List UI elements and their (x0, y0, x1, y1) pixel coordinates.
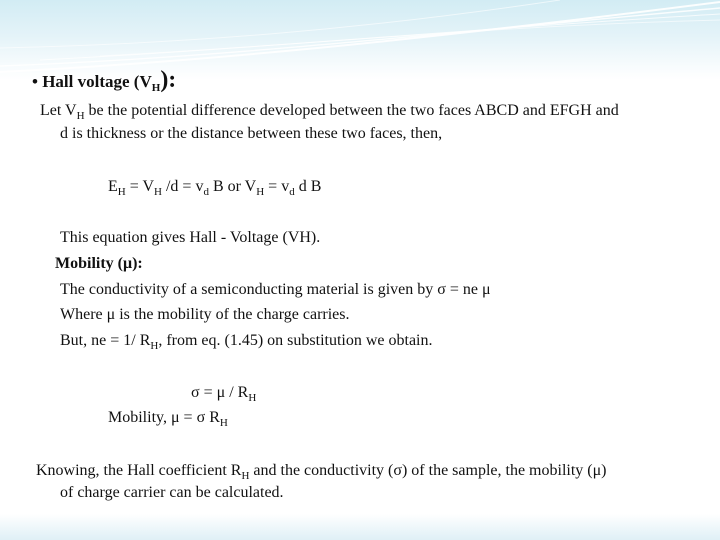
but-text-b: , from eq. (1.45) on substitution we obtain. (158, 332, 433, 349)
para1-sub: H (76, 110, 85, 122)
but-text-a: But, ne = 1/ R (60, 332, 151, 349)
heading-tail: ): (160, 67, 177, 93)
but-sub: H (150, 340, 159, 352)
decorative-swoosh-lines (0, 0, 720, 80)
eq1-sub: H (256, 186, 265, 198)
hall-field-equation (108, 177, 321, 197)
final-line1 (36, 461, 607, 481)
heading-subscript: H (151, 82, 161, 94)
footer-gradient-band (0, 514, 720, 540)
mobility-equation (108, 408, 228, 428)
eq2-text: σ = μ / R (191, 384, 249, 401)
eq1-sub: d (289, 186, 295, 198)
final-text-a: Knowing, the Hall coefficient R (36, 462, 242, 479)
conductivity-line: The conductivity of a semiconducting material is given by σ = ne μ (60, 281, 491, 298)
eq1-part: d B (294, 178, 322, 195)
eq2-sub: H (248, 392, 257, 404)
eq1-sub: H (117, 186, 126, 198)
heading-text: Hall voltage (V (42, 72, 152, 91)
eq1-part: /d = v (161, 178, 204, 195)
but-line (60, 331, 433, 351)
para1-text-b: be the potential difference developed between the two faces ABCD and EFGH and (84, 102, 619, 119)
eq3-text: Mobility, μ = σ R (108, 409, 220, 426)
eq1-part: B or V (208, 178, 257, 195)
section-heading (32, 67, 177, 94)
para1-text-a: Let V (40, 102, 77, 119)
eq1-sub: d (203, 186, 209, 198)
eq1-sub: H (154, 186, 162, 198)
eq1-part: = V (125, 178, 155, 195)
equation-gives-line: This equation gives Hall - Voltage (VH). (60, 229, 321, 246)
final-text-b: and the conductivity (σ) of the sample, the mobility (μ) (249, 462, 607, 479)
where-line: Where μ is the mobility of the charge carries. (60, 306, 350, 323)
sigma-equation (191, 383, 256, 403)
final-line2: of charge carrier can be calculated. (60, 484, 284, 501)
eq1-part: E (108, 178, 118, 195)
eq3-sub: H (219, 417, 228, 429)
eq1-part: = v (264, 178, 290, 195)
mobility-heading: Mobility (μ): (55, 255, 143, 272)
final-sub: H (241, 470, 250, 482)
bullet-point: • (32, 72, 38, 91)
para1-line1 (40, 101, 619, 121)
para1-line2: d is thickness or the distance between these two faces, then, (60, 125, 443, 142)
